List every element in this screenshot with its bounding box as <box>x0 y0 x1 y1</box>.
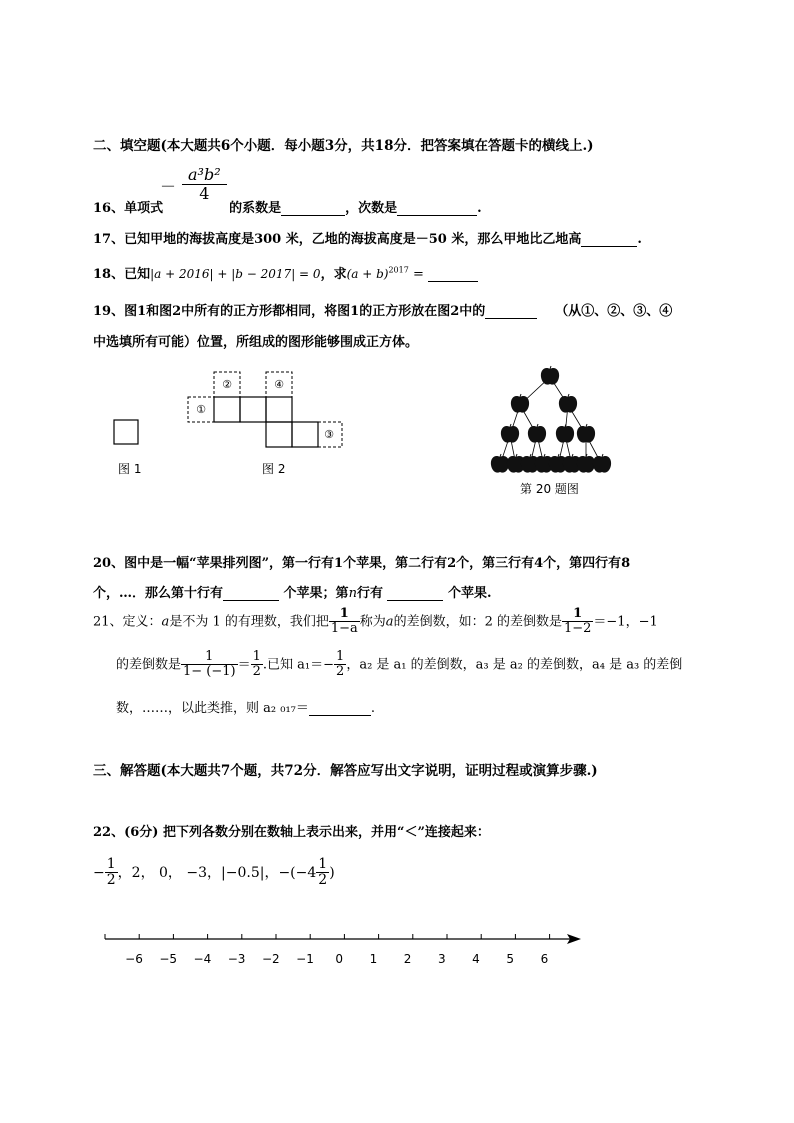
figures-1-2 <box>100 365 360 480</box>
q18-condition: |a + 2016| + |b − 2017| = 0 <box>150 267 321 281</box>
q22-n2: |−0.5| <box>221 864 265 881</box>
q19-blank[interactable] <box>485 306 537 319</box>
q18-exponent: 2017 <box>388 265 409 275</box>
fig2-label-4: ④ <box>274 378 284 391</box>
q21-f4-den: 2 <box>252 664 261 680</box>
q22-numbers <box>93 857 335 889</box>
q17-end: . <box>637 232 642 247</box>
q21-l1-b: 是不为 1 的有理数，我们把 <box>169 614 329 630</box>
number-line-label: 0 <box>335 952 344 966</box>
q22-sep2: ， <box>264 864 279 881</box>
number-line-label: 3 <box>437 952 446 966</box>
q21-l3-b: . <box>370 701 376 716</box>
q19-prefix: 19、图1和图2中所有的正方形都相同，将图1的正方形放在图2中的 <box>93 304 486 319</box>
q21-f1-den: 1−a <box>330 621 358 637</box>
q21-line2 <box>116 650 682 680</box>
fig1-caption: 图 1 <box>118 462 142 476</box>
q16-numerator: a³b² <box>182 166 227 185</box>
q16-line <box>93 197 482 216</box>
number-line-label: 6 <box>540 952 549 966</box>
fig2-label-3: ③ <box>324 428 334 441</box>
q21-l1-a: 21、定义： <box>93 614 162 630</box>
q21-l2-a: 的差倒数是 <box>116 657 182 673</box>
q22-n1-sign: − <box>93 864 105 881</box>
q18-eq: = <box>412 267 424 282</box>
fig2-label-1: ① <box>196 403 206 416</box>
number-line-label: −1 <box>296 952 314 966</box>
q20-blank-row10[interactable] <box>223 588 279 601</box>
q20-part-c: 行有 <box>356 586 383 601</box>
number-line-label: −4 <box>193 952 212 966</box>
q21-line1 <box>93 607 658 637</box>
fig20-caption: 第 20 题图 <box>520 482 579 496</box>
q17-blank[interactable] <box>581 234 637 247</box>
q22-n3-post: ) <box>329 864 335 881</box>
q22-n3-pre: −(−4 <box>278 864 317 881</box>
q16-blank-coefficient[interactable] <box>281 203 345 216</box>
q16-denominator: 4 <box>199 183 210 203</box>
number-line-label: 1 <box>369 952 378 966</box>
q21-l2-c: .已知 a₁＝− <box>262 657 335 673</box>
q20-line1: 20、图中是一幅“苹果排列图”，第一行有1个苹果，第二行有2个，第三行有4个，第四行有8 <box>93 556 631 571</box>
q16-sign: － <box>160 177 177 196</box>
q18-mid: ，求 <box>320 267 347 282</box>
q18-blank[interactable] <box>428 269 478 282</box>
number-line-label: 5 <box>506 952 515 966</box>
q20-part-d: 个苹果. <box>448 586 492 601</box>
q17-text: 17、已知甲地的海拔高度是300 米，乙地的海拔高度是－50 米，那么甲地比乙地高 <box>93 232 582 247</box>
q17-line <box>93 228 642 247</box>
q22-n1-den: 2 <box>106 872 116 889</box>
q19-line2: 中选填所有可能）位置，所组成的图形能够围成正方体。 <box>93 335 419 350</box>
fig1-square <box>114 420 138 444</box>
q18-line <box>93 263 478 282</box>
q21-f1-num: 1 <box>329 607 360 622</box>
q21-l1-d: 的差倒数，如：2 的差倒数是 <box>393 614 562 630</box>
q21-f3-num: 1 <box>181 650 238 665</box>
q16-blank-degree[interactable] <box>397 203 477 216</box>
q16-mid2: ，次数是 <box>345 201 398 216</box>
q22-n3-den: 2 <box>318 872 328 889</box>
q20-blank-rown[interactable] <box>387 588 443 601</box>
fig2-caption: 图 2 <box>262 462 286 476</box>
q21-l1-c: 称为 <box>359 614 386 630</box>
number-line-label: 4 <box>472 952 480 966</box>
q20-line2 <box>93 582 492 601</box>
q21-f3-den: 1− (−1) <box>183 664 236 680</box>
q18-expr: (a + b) <box>346 267 389 281</box>
q21-l3-a: 数，……，以此类推，则 a₂ ₀₁₇＝ <box>116 701 309 716</box>
q19-suffix: （从①、②、③、④ <box>555 304 673 319</box>
number-line-label: −2 <box>261 952 280 966</box>
q16-end: . <box>477 201 482 216</box>
q22-text: 22、(6分) 把下列各数分别在数轴上表示出来，并用“＜”连接起来： <box>93 825 490 840</box>
q21-f4-num: 1 <box>252 649 261 664</box>
q20-n: n <box>348 586 357 601</box>
q21-f5-num: 1 <box>336 649 345 664</box>
q21-f2-num: 1 <box>562 607 593 622</box>
number-line-label: −5 <box>159 952 178 966</box>
q21-l2-b: ＝ <box>237 657 251 673</box>
number-line-label: 2 <box>403 952 412 966</box>
q18-prefix: 18、已知 <box>93 267 151 282</box>
number-line-label: −6 <box>125 952 143 966</box>
apple-tree-figure <box>480 365 630 500</box>
q16-prefix: 16、单项式 <box>93 201 164 216</box>
q20-part-b: 个苹果；第 <box>283 586 349 601</box>
q21-line3 <box>116 697 375 716</box>
q22-sep1: ，2， 0， −3， <box>117 864 222 881</box>
q21-blank[interactable] <box>309 703 371 716</box>
q21-f5-den: 2 <box>336 664 345 680</box>
q22-n3-num: 1 <box>318 856 328 872</box>
q21-l2-d: ，a₂ 是 a₁ 的差倒数，a₃ 是 a₂ 的差倒数，a₄ 是 a₃ 的差倒 <box>346 657 683 673</box>
fig2-label-2: ② <box>222 378 232 391</box>
q21-a: a <box>161 614 170 630</box>
q20-part-a: 个，…．那么第十行有 <box>93 586 224 601</box>
section2-heading: 二、填空题(本大题共6个小题．每小题3分，共18分．把答案填在答题卡的横线上.) <box>93 138 594 154</box>
number-line <box>95 928 595 973</box>
q22-n1-num: 1 <box>106 856 116 872</box>
section3-heading: 三、解答题(本大题共7个题，共72分．解答应写出文字说明，证明过程或演算步骤.) <box>93 763 598 779</box>
number-line-label: −3 <box>227 952 246 966</box>
q16-mid: 的系数是 <box>229 201 282 216</box>
q21-a2: a <box>385 614 394 630</box>
q21-f2-den: 1−2 <box>563 621 592 637</box>
q21-l1-e: ＝−1，−1 <box>593 614 658 630</box>
q19-line1 <box>93 300 672 319</box>
